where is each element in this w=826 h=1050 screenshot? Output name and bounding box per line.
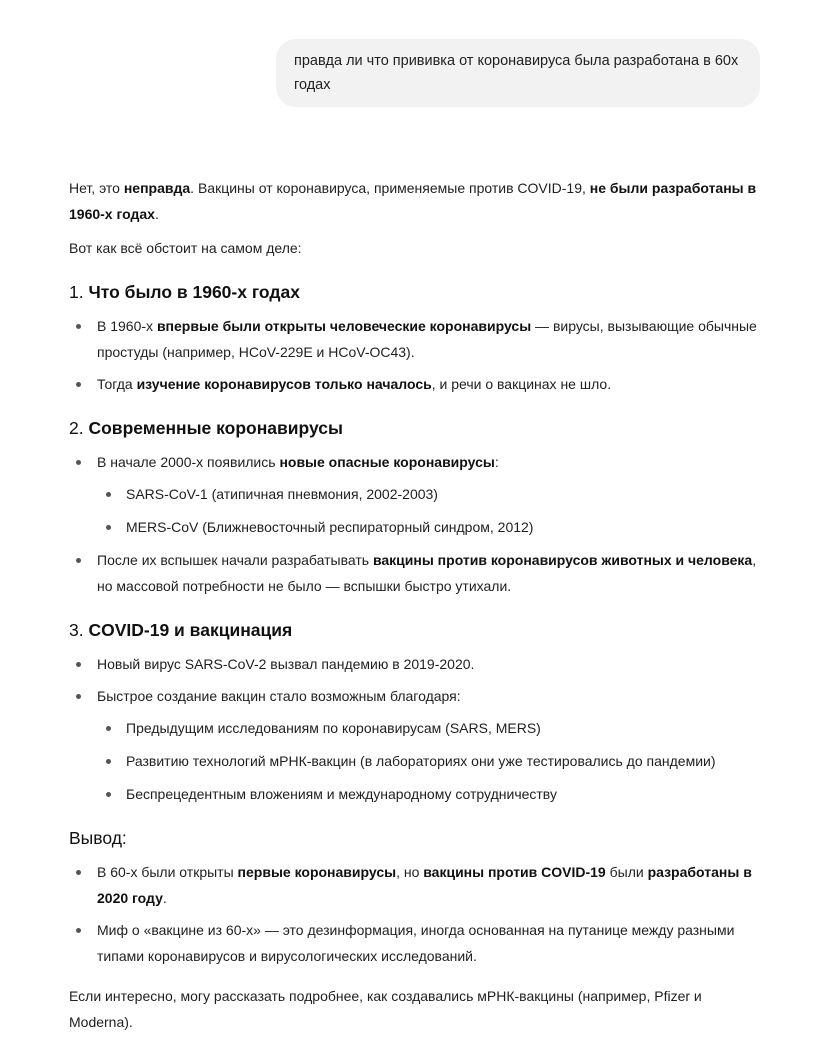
section-1-list xyxy=(69,313,769,397)
sub-list-item: MERS-CoV (Ближневосточный респираторный синдром, 2012) xyxy=(97,514,769,540)
section-2-heading: 2. Современные коронавирусы xyxy=(69,418,343,438)
section-1-heading: 1. Что было в 1960-х годах xyxy=(69,282,300,302)
sub-list xyxy=(97,481,769,540)
sub-list-item: Развитию технологий мРНК-вакцин (в лабораториях они уже тестировались до пандемии) xyxy=(97,748,769,774)
conclusion-heading: Вывод: xyxy=(69,828,127,848)
list-item: В 1960-х впервые были открыты человеческие коронавирусы — вирусы, вызывающие обычные простуды (например, HCoV-229E и HCoV-OC43). xyxy=(69,313,769,365)
list-item: Новый вирус SARS-CoV-2 вызвал пандемию в 2019-2020. xyxy=(69,651,769,677)
list-item: Быстрое создание вакцин стало возможным благодаря: Предыдущим исследованиям по коронавирусам (SARS, MERS) Развитию технологий мРНК-вакцин (в лабораториях они уже тестировались до пандемии) Беспрецедентным вложениям и международному сотрудничеству xyxy=(69,683,769,807)
section-3-list xyxy=(69,651,769,807)
intro-paragraph: Нет, это неправда. Вакцины от коронавируса, применяемые против COVID-19, не были разработаны в 1960-х годах. xyxy=(69,180,757,222)
sub-list-item: Предыдущим исследованиям по коронавирусам (SARS, MERS) xyxy=(97,715,769,741)
user-message-text: правда ли что прививка от коронавируса была разработана в 60х годах xyxy=(294,53,739,93)
section-2-list xyxy=(69,449,769,599)
list-item: Миф о «вакцине из 60-х» — это дезинформация, иногда основанная на путанице между разными типами коронавирусов и вирусологических исследований. xyxy=(69,917,769,969)
list-item: В начале 2000-х появились новые опасные коронавирусы: SARS-CoV-1 (атипичная пневмония, 2002-2003) MERS-CoV (Ближневосточный респираторный синдром, 2012) xyxy=(69,449,769,540)
closing-paragraph: Если интересно, могу рассказать подробнее, как создавались мРНК-вакцины (например, Pfizer и Moderna). xyxy=(69,988,702,1030)
sub-list-item: SARS-CoV-1 (атипичная пневмония, 2002-2003) xyxy=(97,481,769,507)
list-item: После их вспышек начали разрабатывать вакцины против коронавирусов животных и человека, но массовой потребности не было — вспышки быстро утихали. xyxy=(69,547,769,599)
assistant-response xyxy=(69,175,769,1043)
sub-list-item: Беспрецедентным вложениям и международному сотрудничеству xyxy=(97,781,769,807)
conclusion-list xyxy=(69,859,769,969)
user-message-bubble xyxy=(276,39,760,107)
lead-paragraph: Вот как всё обстоит на самом деле: xyxy=(69,240,302,256)
section-3-heading: 3. COVID-19 и вакцинация xyxy=(69,620,293,640)
sub-list xyxy=(97,715,769,807)
list-item: В 60-х были открыты первые коронавирусы, но вакцины против COVID-19 были разработаны в 2020 году. xyxy=(69,859,769,911)
list-item: Тогда изучение коронавирусов только началось, и речи о вакцинах не шло. xyxy=(69,371,769,397)
